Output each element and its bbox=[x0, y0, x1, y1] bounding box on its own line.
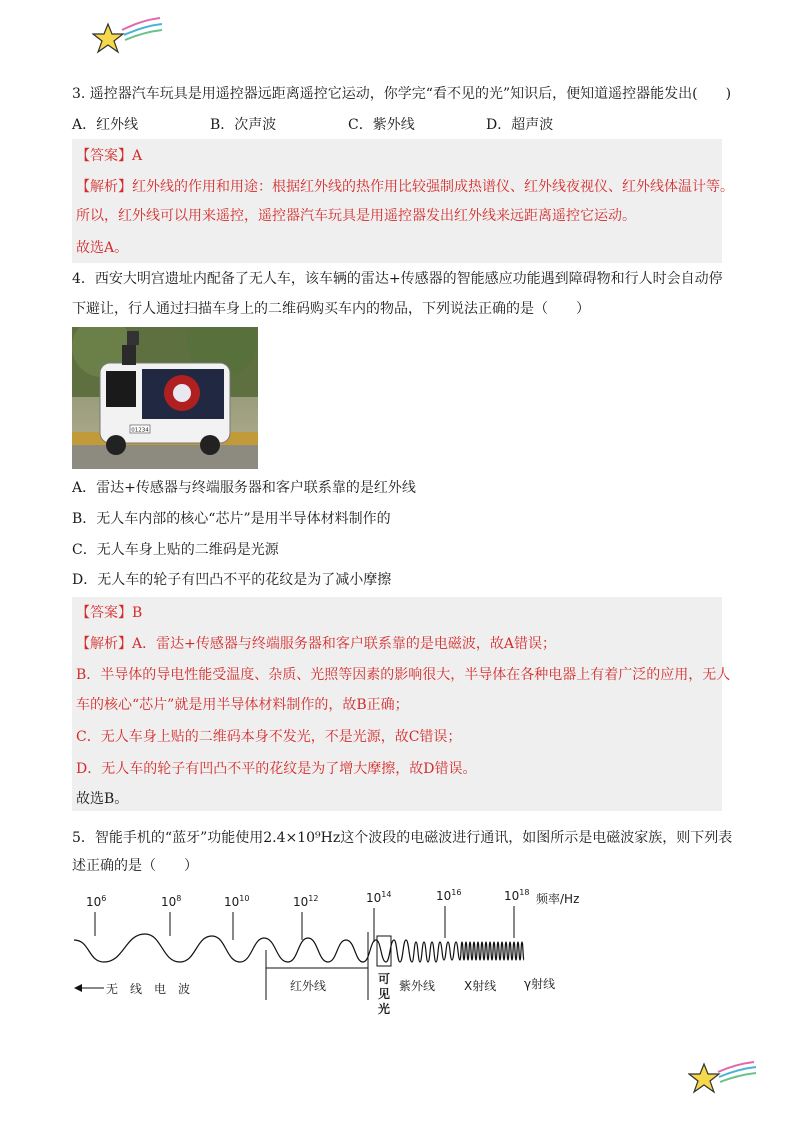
q3-option-a: A．红外线 bbox=[72, 117, 139, 133]
license-plate: 01234 bbox=[131, 427, 149, 434]
xray-label: X射线 bbox=[464, 979, 497, 993]
q3-option-b: B．次声波 bbox=[210, 117, 277, 133]
power-label-8: $10^8$ bbox=[161, 894, 182, 909]
frequency-unit-label: 频率/Hz bbox=[536, 892, 580, 906]
radio-wave-label: 无 线 电 波 bbox=[106, 982, 191, 996]
q3-option-d: D．超声波 bbox=[486, 117, 554, 133]
q3-answer: 【答案】A bbox=[76, 148, 143, 164]
power-label-14: $10^{14}$ bbox=[366, 890, 392, 905]
power-label-10: $10^{10}$ bbox=[224, 894, 250, 909]
q4-analysis-b1: B．半导体的导电性能受温度、杂质、光照等因素的影响很大，半导体在各种电器上有着广泛的应用，无人 bbox=[76, 667, 731, 683]
power-label-6: $10^6$ bbox=[86, 894, 107, 909]
q4-analysis-d: D．无人车的轮子有凹凸不平的花纹是为了增大摩擦，故D错误。 bbox=[76, 761, 477, 777]
q4-option-a: A．雷达+传感器与终端服务器和客户联系靠的是红外线 bbox=[72, 480, 416, 496]
power-label-18: $10^{18}$ bbox=[504, 888, 530, 903]
q4-analysis-c: C．无人车身上贴的二维码本身不发光，不是光源，故C错误； bbox=[76, 729, 462, 745]
q4-analysis-a: 【解析】A．雷达+传感器与终端服务器和客户联系靠的是电磁波，故A错误； bbox=[76, 636, 556, 652]
q4-option-c: C．无人车身上贴的二维码是光源 bbox=[72, 542, 279, 558]
q4-stem-1: 4．西安大明宫遗址内配备了无人车，该车辆的雷达+传感器的智能感应功能遇到障碍物和行人时会自动停 bbox=[72, 271, 723, 287]
power-label-12: $10^{12}$ bbox=[293, 894, 319, 909]
q3-conclusion: 故选A。 bbox=[76, 240, 129, 256]
visible-light-label-3: 光 bbox=[378, 1002, 391, 1016]
q4-analysis-b2: 车的核心“芯片”就是用半导体材料制作的，故B正确； bbox=[76, 697, 409, 713]
q5-stem-2: 述正确的是（ ） bbox=[72, 858, 198, 874]
gamma-ray-label: γ射线 bbox=[524, 977, 556, 991]
q5-stem-1: 5．智能手机的“蓝牙”功能使用2.4×10⁹Hz这个波段的电磁波进行通讯，如图所示是电磁波家族，则下列表 bbox=[72, 830, 733, 846]
shooting-star-icon bbox=[688, 1056, 758, 1098]
q3-stem: 3. 遥控器汽车玩具是用遥控器远距离遥控它运动，你学完“看不见的光”知识后，便知道遥控器能发出( ) bbox=[72, 86, 732, 102]
q3-analysis-1: 【解析】红外线的作用和用途：根据红外线的热作用比较强制成热谱仪、红外线夜视仪、红外线体温计等。 bbox=[76, 179, 734, 195]
infrared-label: 红外线 bbox=[290, 979, 327, 993]
q4-conclusion: 故选B。 bbox=[76, 791, 129, 807]
ultraviolet-label: 紫外线 bbox=[399, 979, 436, 993]
power-label-16: $10^{16}$ bbox=[436, 888, 462, 903]
spectrum-diagram bbox=[0, 880, 794, 1020]
unmanned-vehicle-photo bbox=[72, 327, 258, 469]
q4-option-d: D．无人车的轮子有凹凸不平的花纹是为了减小摩擦 bbox=[72, 572, 392, 588]
shooting-star-icon bbox=[92, 16, 164, 58]
q3-answer-box bbox=[72, 139, 722, 263]
visible-light-label-2: 见 bbox=[378, 987, 391, 1001]
q4-option-b: B．无人车内部的核心“芯片”是用半导体材料制作的 bbox=[72, 511, 391, 527]
q3-option-c: C．紫外线 bbox=[348, 117, 415, 133]
q3-analysis-2: 所以，红外线可以用来遥控，遥控器汽车玩具是用遥控器发出红外线来远距离遥控它运动。 bbox=[76, 208, 636, 224]
q4-answer: 【答案】B bbox=[76, 605, 143, 621]
visible-light-label-1: 可 bbox=[378, 972, 391, 986]
q4-stem-2: 下避让，行人通过扫描车身上的二维码购买车内的物品，下列说法正确的是（ ） bbox=[72, 301, 590, 317]
spectrum-wave bbox=[0, 880, 794, 1020]
